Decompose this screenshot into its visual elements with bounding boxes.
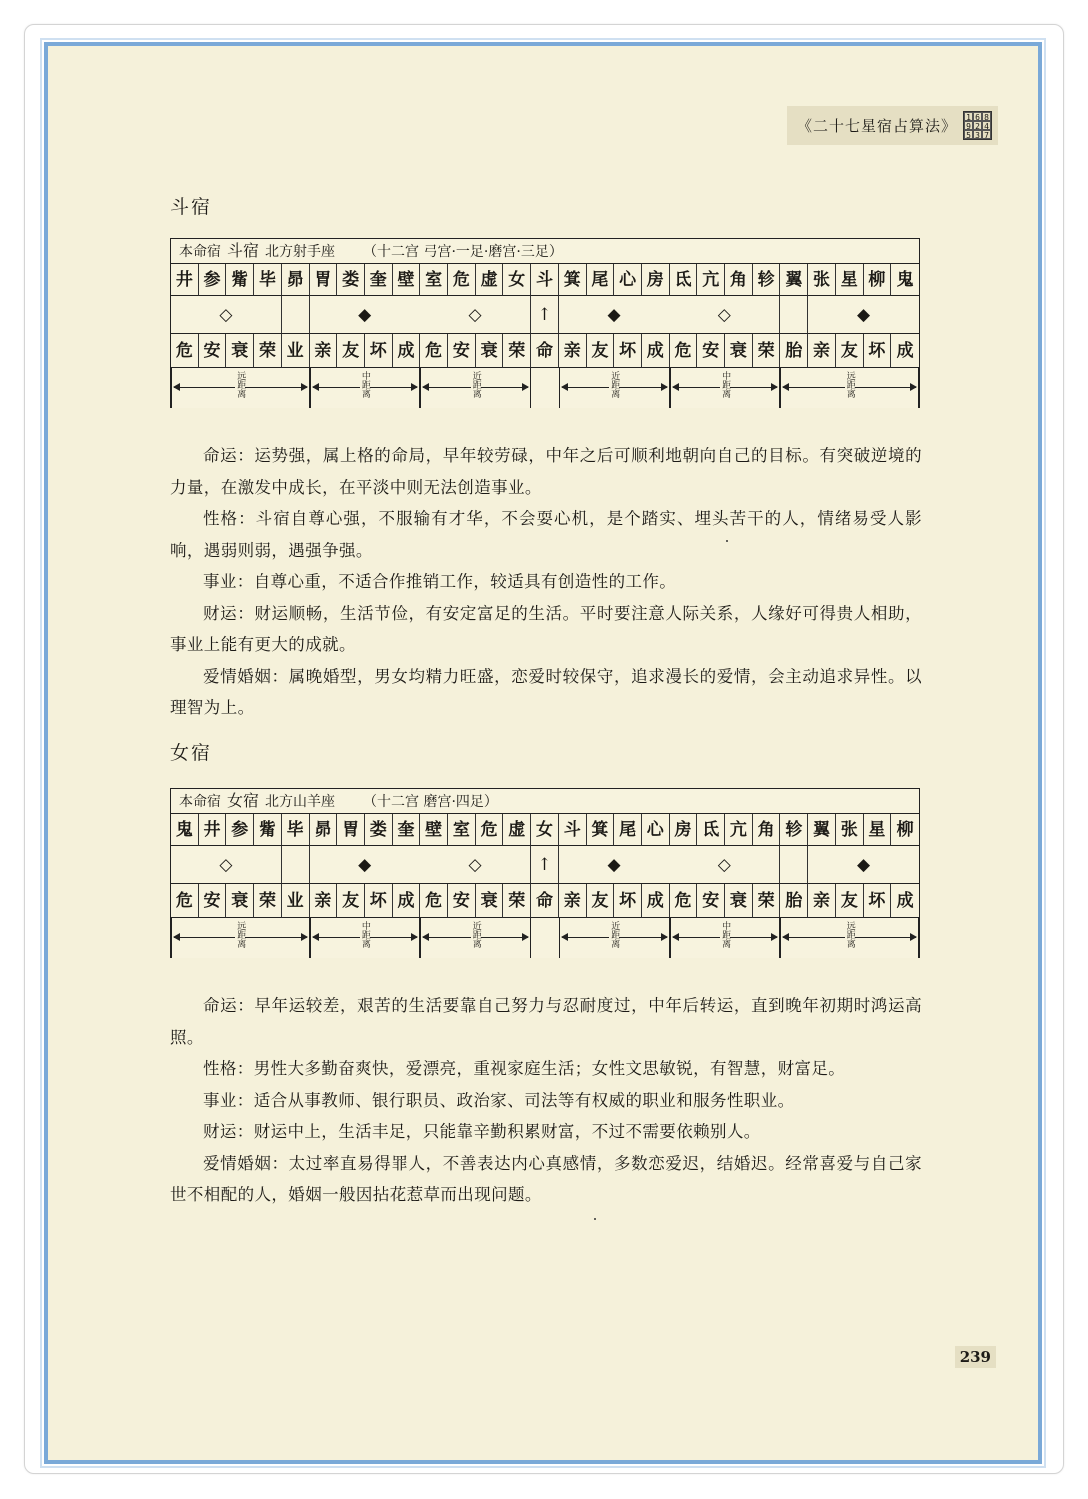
relation-cell: 危: [171, 884, 199, 918]
mansion-cell: 轸: [780, 814, 808, 846]
relation-cell: 坏: [864, 334, 892, 368]
distance-gap: [531, 368, 559, 408]
distance-label: 中距离: [720, 371, 731, 398]
distance-label: 远距离: [235, 371, 246, 398]
distance-label: 远距离: [844, 921, 855, 948]
relation-cell: 安: [199, 334, 227, 368]
print-speck: [594, 1218, 596, 1220]
running-header: [787, 106, 998, 145]
relation-cell: 成: [393, 334, 421, 368]
mansion-cell: 心: [642, 814, 670, 846]
filled-diamond-icon: ◆: [358, 304, 372, 325]
caption-name: 斗宿: [227, 241, 260, 260]
relation-cell: 安: [448, 334, 476, 368]
distance-segment: [780, 368, 919, 408]
relation-cell: 衰: [725, 334, 753, 368]
mansion-cell: 房: [670, 814, 698, 846]
grid-digit: 4: [982, 121, 991, 130]
up-arrow-icon: ↑: [537, 854, 552, 875]
symbol-group: [531, 296, 559, 334]
mansion-cell: 昴: [310, 814, 338, 846]
mansion-cell: 翼: [808, 814, 836, 846]
relation-cell: 荣: [254, 884, 282, 918]
symbol-group: [808, 846, 919, 884]
page-number: 239: [955, 1346, 996, 1368]
relation-cell: 友: [337, 884, 365, 918]
relation-cell: 危: [420, 884, 448, 918]
mansion-cell: 井: [199, 814, 227, 846]
symbol-group: [282, 296, 310, 334]
caption-palace: （十二宫 磨宫·四足）: [363, 794, 498, 810]
distance-label: 近距离: [470, 371, 481, 398]
distance-segment: [670, 918, 781, 958]
paragraph-personality: 性格：男性大多勤奋爽快，爱漂亮，重视家庭生活；女性文思敏锐，有智慧，财富足。: [203, 1059, 846, 1078]
paragraph-wealth: 财运：财运中上，生活丰足，只能靠辛勤积累财富，不过不需要依赖别人。: [203, 1122, 761, 1141]
distance-segment: [171, 918, 310, 958]
relation-cell: 衰: [226, 884, 254, 918]
grid-digit: 2: [973, 121, 982, 130]
grid-digit: 3: [973, 130, 982, 139]
filled-diamond-icon: ◆: [857, 304, 871, 325]
hollow-diamond-icon: ◇: [468, 854, 482, 875]
mansion-cell: 虚: [476, 264, 504, 296]
distance-row: [171, 918, 919, 958]
caption-palace: （十二宫 弓宫·一足·磨宫·三足）: [363, 244, 563, 260]
mansion-cell: 尾: [587, 264, 615, 296]
relation-row: [171, 334, 919, 368]
filled-diamond-icon: ◆: [857, 854, 871, 875]
section-body-nv: [170, 990, 922, 1211]
caption-name: 女宿: [227, 791, 260, 810]
relation-cell: 衰: [476, 884, 504, 918]
mansion-cell: 斗: [559, 814, 587, 846]
section-title-nv: 女宿: [170, 742, 213, 764]
mansion-cell: 角: [725, 264, 753, 296]
distance-segment: [310, 368, 421, 408]
relation-cell: 危: [420, 334, 448, 368]
relation-cell: 业: [282, 884, 310, 918]
paragraph-fortune: 命运：运势强，属上格的命局，早年较劳碌，中年之后可顺利地朝向自己的目标。有突破逆境的力量，在激发中成长，在平淡中则无法创造事业。: [170, 446, 922, 497]
mansion-cell: 娄: [365, 814, 393, 846]
distance-segment: [559, 918, 670, 958]
caption-lead: 本命宿: [179, 244, 221, 260]
distance-label: 中距离: [720, 921, 731, 948]
mansion-cell: 胃: [310, 264, 338, 296]
mansion-cell: 房: [642, 264, 670, 296]
mansion-cell: 轸: [753, 264, 781, 296]
mansion-cell: 斗: [531, 264, 559, 296]
distance-label: 远距离: [844, 371, 855, 398]
paragraph-fortune: 命运：早年运较差，艰苦的生活要靠自己努力与忍耐度过，中年后转运，直到晚年初期时鸿运高照。: [170, 996, 922, 1047]
relation-cell: 胎: [780, 884, 808, 918]
relation-cell: 危: [670, 884, 698, 918]
distance-segment: [310, 918, 421, 958]
relation-cell: 荣: [753, 884, 781, 918]
caption-lead: 本命宿: [179, 794, 221, 810]
symbol-group: [171, 846, 282, 884]
mansion-cell: 女: [531, 814, 559, 846]
mansion-cell: 翼: [780, 264, 808, 296]
distance-segment: [420, 918, 531, 958]
mansion-cell: 危: [476, 814, 504, 846]
symbol-group: [780, 846, 808, 884]
mansion-cell: 氐: [670, 264, 698, 296]
relation-cell: 友: [836, 884, 864, 918]
symbol-group: [310, 296, 532, 334]
relation-cell: 成: [642, 884, 670, 918]
symbol-row: [171, 296, 919, 334]
symbol-group: [780, 296, 808, 334]
book-title: 《二十七星宿占算法》: [796, 117, 957, 135]
relation-cell: 胎: [780, 334, 808, 368]
distance-label: 近距离: [609, 921, 620, 948]
relation-cell: 成: [393, 884, 421, 918]
relation-cell: 坏: [365, 884, 393, 918]
paragraph-career: 事业：自尊心重，不适合作推销工作，较适具有创造性的工作。: [203, 572, 677, 591]
distance-label: 远距离: [235, 921, 246, 948]
mansion-cell: 室: [420, 264, 448, 296]
mansion-cell: 星: [836, 264, 864, 296]
distance-row: [171, 368, 919, 408]
relation-cell: 坏: [365, 334, 393, 368]
relation-cell: 成: [642, 334, 670, 368]
mansion-cell: 壁: [393, 264, 421, 296]
relation-cell: 衰: [476, 334, 504, 368]
mansion-cell: 参: [199, 264, 227, 296]
relation-cell: 业: [282, 334, 310, 368]
grid-digit: 1: [964, 112, 973, 121]
relation-cell: 荣: [753, 334, 781, 368]
mansion-cell: 室: [448, 814, 476, 846]
distance-segment: [780, 918, 919, 958]
mansion-cell: 危: [448, 264, 476, 296]
mansion-cell: 星: [864, 814, 892, 846]
mansion-cell: 胃: [337, 814, 365, 846]
mansion-cell: 井: [171, 264, 199, 296]
mansion-cell: 毕: [254, 264, 282, 296]
paragraph-personality: 性格：斗宿自尊心强，不服输有才华，不会耍心机，是个踏实、埋头苦干的人，情绪易受人影响，遇弱则弱，遇强争强。: [170, 509, 922, 560]
grid-digit: 7: [982, 130, 991, 139]
distance-segment: [420, 368, 531, 408]
mansion-cell: 箕: [587, 814, 615, 846]
book-page: [44, 42, 1042, 1464]
mansion-cell: 亢: [725, 814, 753, 846]
symbol-row: [171, 846, 919, 884]
relation-cell: 坏: [864, 884, 892, 918]
mansion-row: [171, 814, 919, 846]
symbol-group: [171, 296, 282, 334]
symbol-group: [559, 846, 781, 884]
print-speck: [726, 540, 728, 542]
relation-cell: 安: [448, 884, 476, 918]
relation-cell: 安: [697, 884, 725, 918]
relation-cell: 友: [587, 884, 615, 918]
section-body-dou: [170, 440, 922, 724]
symbol-group: [531, 846, 559, 884]
symbol-group: [282, 846, 310, 884]
relation-row: [171, 884, 919, 918]
relation-cell: 命: [531, 334, 559, 368]
mansion-cell: 张: [808, 264, 836, 296]
relation-cell: 亲: [559, 884, 587, 918]
paragraph-love: 爱情婚姻：属晚婚型，男女均精力旺盛，恋爱时较保守，追求漫长的爱情，会主动追求异性。以理智为上。: [170, 666, 922, 717]
distance-label: 近距离: [470, 921, 481, 948]
mansion-cell: 奎: [365, 264, 393, 296]
distance-segment: [559, 368, 670, 408]
distance-label: 中距离: [359, 921, 370, 948]
hollow-diamond-icon: ◇: [717, 854, 731, 875]
relation-cell: 成: [891, 884, 919, 918]
relation-cell: 荣: [503, 334, 531, 368]
relation-cell: 衰: [226, 334, 254, 368]
mansion-cell: 娄: [337, 264, 365, 296]
relation-cell: 友: [587, 334, 615, 368]
relation-cell: 危: [171, 334, 199, 368]
mansion-cell: 鬼: [171, 814, 199, 846]
mansion-cell: 觜: [226, 264, 254, 296]
relation-cell: 友: [337, 334, 365, 368]
relation-cell: 荣: [503, 884, 531, 918]
paragraph-career: 事业：适合从事教师、银行职员、政治家、司法等有权威的职业和服务性职业。: [203, 1090, 795, 1110]
paragraph-wealth: 财运：财运顺畅，生活节俭，有安定富足的生活。平时要注意人际关系，人缘好可得贵人相助，事业上能有更大的成就。: [170, 603, 922, 654]
mansion-chart-dou: [170, 238, 920, 408]
mansion-cell: 柳: [864, 264, 892, 296]
hollow-diamond-icon: ◇: [717, 304, 731, 325]
distance-gap: [531, 918, 559, 958]
mansion-cell: 心: [614, 264, 642, 296]
caption-constellation: 北方射手座: [265, 244, 336, 260]
grid-digit: 5: [964, 130, 973, 139]
magic-square-icon: [963, 111, 992, 140]
mansion-cell: 毕: [282, 814, 310, 846]
relation-cell: 危: [670, 334, 698, 368]
mansion-chart-nv: [170, 788, 920, 958]
relation-cell: 亲: [808, 334, 836, 368]
hollow-diamond-icon: ◇: [219, 854, 233, 875]
mansion-cell: 觜: [254, 814, 282, 846]
chart-caption: [171, 239, 919, 264]
symbol-group: [808, 296, 919, 334]
mansion-cell: 亢: [697, 264, 725, 296]
relation-cell: 友: [836, 334, 864, 368]
mansion-cell: 张: [836, 814, 864, 846]
filled-diamond-icon: ◆: [607, 854, 621, 875]
caption-constellation: 北方山羊座: [265, 794, 336, 810]
section-title-dou: 斗宿: [170, 196, 213, 218]
relation-cell: 成: [891, 334, 919, 368]
mansion-cell: 壁: [420, 814, 448, 846]
distance-label: 中距离: [359, 371, 370, 398]
relation-cell: 衰: [725, 884, 753, 918]
relation-cell: 命: [531, 884, 559, 918]
symbol-group: [559, 296, 781, 334]
mansion-cell: 昴: [282, 264, 310, 296]
mansion-cell: 奎: [393, 814, 421, 846]
mansion-cell: 鬼: [891, 264, 919, 296]
mansion-cell: 柳: [891, 814, 919, 846]
mansion-row: [171, 264, 919, 296]
mansion-cell: 尾: [614, 814, 642, 846]
relation-cell: 坏: [614, 334, 642, 368]
relation-cell: 亲: [559, 334, 587, 368]
mansion-cell: 参: [226, 814, 254, 846]
relation-cell: 亲: [310, 334, 338, 368]
relation-cell: 亲: [808, 884, 836, 918]
grid-digit: 6: [973, 112, 982, 121]
paragraph-love: 爱情婚姻：太过率直易得罪人，不善表达内心真感情，多数恋爱迟，结婚迟。经常喜爱与自己家世不相配的人，婚姻一般因拈花惹草而出现问题。: [170, 1153, 922, 1204]
distance-segment: [171, 368, 310, 408]
relation-cell: 荣: [254, 334, 282, 368]
mansion-cell: 角: [753, 814, 781, 846]
hollow-diamond-icon: ◇: [468, 304, 482, 325]
relation-cell: 亲: [310, 884, 338, 918]
mansion-cell: 箕: [559, 264, 587, 296]
grid-digit: 8: [982, 112, 991, 121]
distance-segment: [670, 368, 781, 408]
up-arrow-icon: ↑: [537, 304, 552, 325]
hollow-diamond-icon: ◇: [219, 304, 233, 325]
relation-cell: 安: [199, 884, 227, 918]
filled-diamond-icon: ◆: [607, 304, 621, 325]
grid-digit: 9: [964, 121, 973, 130]
mansion-cell: 氐: [697, 814, 725, 846]
mansion-cell: 女: [503, 264, 531, 296]
relation-cell: 坏: [614, 884, 642, 918]
relation-cell: 安: [697, 334, 725, 368]
mansion-cell: 虚: [503, 814, 531, 846]
chart-caption: [171, 789, 919, 814]
distance-label: 近距离: [609, 371, 620, 398]
symbol-group: [310, 846, 532, 884]
filled-diamond-icon: ◆: [358, 854, 372, 875]
